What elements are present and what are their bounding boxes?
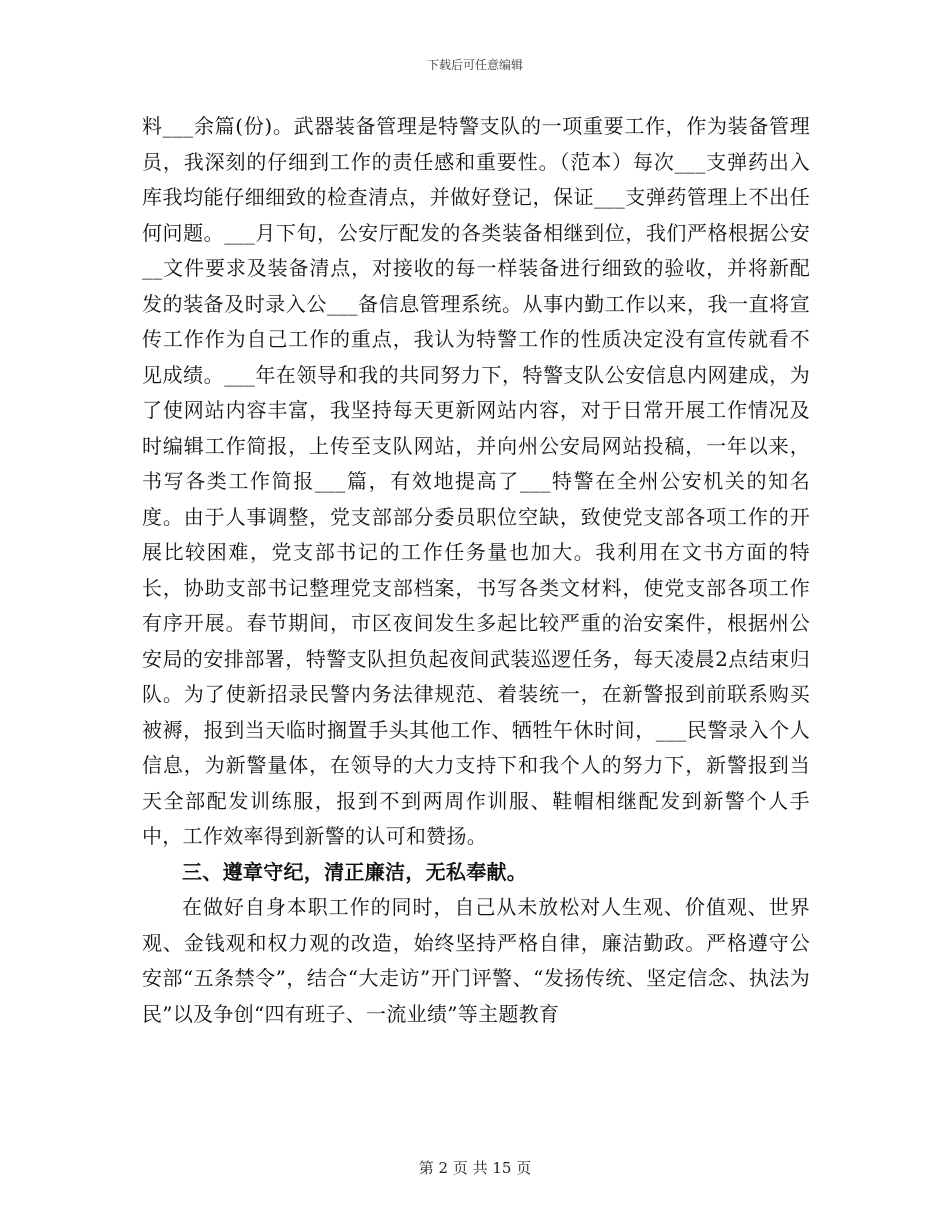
page-header-note: 下载后可任意编辑 [426, 58, 523, 72]
document-body [142, 109, 810, 1032]
paragraph-1: 料___余篇(份)。武器装备管理是特警支队的一项重要工作，作为装备管理员，我深刻的仔细到工作的责任感和重要性。（范本）每次___支弹药出入库我均能仔细细致的检查清点，并做好登记，保证___支弹药管理上不出任何问题。___月下旬，公安厅配发的各类装备相继到位，我们严格根据公安__文件要求及装备清点，对接收的每一样装备进行细致的验收，并将新配发的装备及时录入公___备信息管理系统。从事内勤工作以来，我一直将宣传工作作为自己工作的重点，我认为特警工作的性质决定没有宣传就看不见成绩。___年在领导和我的共同努力下，特警支队公安信息内网建成，为了使网站内容丰富，我坚持每天更新网站内容，对于日常开展工作情况及时编辑工作简报，上传至支队网站，并向州公安局网站投稿，一年以来，书写各类工作简报___篇，有效地提高了___特警在全州公安机关的知名度。由于人事调整，党支部部分委员职位空缺，致使党支部各项工作的开展比较困难，党支部书记的工作任务量也加大。我利用在文书方面的特长，协助支部书记整理党支部档案，书写各类文材料，使党支部各项工作有序开展。春节期间，市区夜间发生多起比较严重的治安案件，根据州公安局的安排部署，特警支队担负起夜间武装巡逻任务，每天凌晨2点结束归队。为了使新招录民警内务法律规范、着装统一，在新警报到前联系购买被褥，报到当天临时搁置手头其他工作、牺牲午休时间，___民警录入个人信息，为新警量体，在领导的大力支持下和我个人的努力下，新警报到当天全部配发训练服，报到不到两周作训服、鞋帽相继配发到新警个人手中，工作效率得到新警的认可和赞扬。 [142, 114, 810, 848]
page-number: 第 2 页 共 15 页 [418, 1159, 532, 1177]
paragraph-2: 在做好自身本职工作的同时，自己从未放松对人生观、价值观、世界观、金钱观和权力观的改造，始终坚持严格自律，廉洁勤政。严格遵守公安部“五条禁令”，结合“大走访”开门评警、“发扬传统、坚定信念、执法为民”以及争创“四有班子、一流业绩”等主题教育 [142, 895, 810, 1026]
section-heading: 三、遵章守纪，清正廉洁，无私奉献。 [182, 859, 528, 884]
